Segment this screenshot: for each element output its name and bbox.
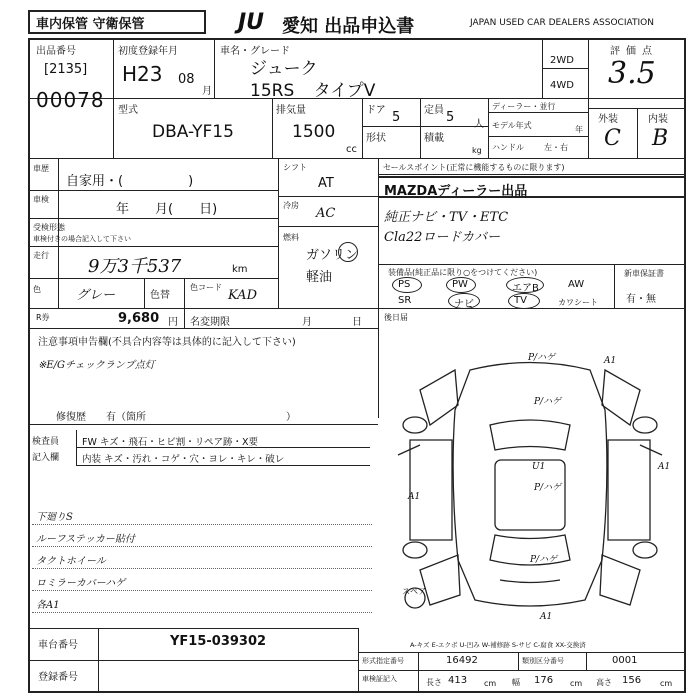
storage-stamp-text: 車内保管 守衛保管 <box>36 17 145 32</box>
equip-tv: TV <box>514 295 527 306</box>
shape-label: 形状 <box>366 133 386 144</box>
interior-grade: B <box>652 126 669 151</box>
equip-pw: PW <box>452 279 468 290</box>
exterior-grade: C <box>604 126 621 151</box>
first-reg-month-unit: 月 <box>202 86 212 97</box>
first-reg-month: 08 <box>178 72 195 87</box>
color-change-label: 色替 <box>150 290 170 301</box>
gasoline-circle <box>338 242 358 262</box>
tax-label: R券 <box>36 313 50 322</box>
form-title: 愛知 出品申込書 <box>282 16 415 37</box>
mileage-label: 走行 <box>33 251 49 260</box>
handle-value: 左・右 <box>544 143 568 152</box>
sales-label: セールスポイント(正常に機能するものに限ります) <box>383 163 565 172</box>
door-value: 5 <box>392 110 401 125</box>
receipt-label: 受検形態 <box>33 223 65 232</box>
receipt-note: 車検付きの場合記入して下さい <box>33 235 131 243</box>
interior-label: 内装 <box>648 114 668 125</box>
damage-label-3: P/ハゲ <box>534 397 562 407</box>
association-name: JAPAN USED CAR DEALERS ASSOCIATION <box>470 18 654 28</box>
color-label: 色 <box>33 285 41 294</box>
checker-interior-row: 内装 キズ・汚れ・コゲ・穴・ヨレ・キレ・破レ <box>82 454 285 465</box>
drive-4wd: 4WD <box>550 80 574 91</box>
handle-label: ハンドル <box>492 143 524 152</box>
remark-2: ルーフステッカー貼付 <box>36 534 135 545</box>
repair-history-close: ） <box>286 412 296 423</box>
color-code-value: KAD <box>228 288 257 303</box>
tax-value: 9,680 <box>118 311 160 326</box>
color-value: グレー <box>76 288 116 303</box>
score-label: 評価点 <box>610 46 658 57</box>
displacement-value: 1500 <box>292 122 336 142</box>
sales-line-1: MAZDAディーラー出品 <box>384 184 528 199</box>
shift-value: AT <box>318 176 334 191</box>
type-value: DBA-YF15 <box>152 122 234 142</box>
lot-number: 00078 <box>36 88 105 112</box>
displacement-label: 排気量 <box>276 105 306 116</box>
guarantee-label: 新車保証書 <box>624 269 664 278</box>
chassis-label: 車台番号 <box>38 640 78 651</box>
height-unit: cm <box>660 679 673 688</box>
load-label: 積載 <box>424 133 444 144</box>
tax-unit: 円 <box>168 317 178 328</box>
checker-fw-row: FW キズ・飛石・ヒビ割・リペア跡・X要 <box>82 437 259 448</box>
equip-leather: カワシート <box>558 298 598 307</box>
fuel-diesel: 軽油 <box>306 270 333 285</box>
deadline-month-unit: 月 <box>302 317 312 328</box>
lot-subnumber: [2135] <box>44 62 88 77</box>
displacement-unit: cc <box>346 144 357 155</box>
chassis-number: YF15-039302 <box>170 634 267 649</box>
type-code-value: 16492 <box>446 655 478 666</box>
capacity-value: 5 <box>446 110 455 125</box>
door-label: ドア <box>366 105 386 116</box>
height-value: 156 <box>622 675 642 686</box>
damage-label-6: A1 <box>658 462 671 472</box>
damage-label-7: A1 <box>408 492 421 502</box>
model-year-unit: 年 <box>575 125 583 134</box>
deadline-day-unit: 日 <box>352 317 362 328</box>
length-label: 長さ <box>426 678 442 687</box>
equip-airbag: エアB <box>512 283 539 294</box>
equipment-label: 装備品(純正品に限り○をつけてください) <box>388 268 538 277</box>
exterior-label: 外装 <box>598 114 618 125</box>
sales-line-2: 純正ナビ・TV・ETC <box>384 210 509 225</box>
load-unit: kg <box>472 146 482 155</box>
equip-sr: SR <box>398 295 412 306</box>
first-reg-era: H23 <box>122 62 163 86</box>
damage-label-5: P/ハゲ <box>534 483 562 493</box>
damage-label-9: A1 <box>540 612 553 622</box>
equip-aw: AW <box>568 279 585 290</box>
aircon-value: AC <box>316 206 336 221</box>
type-code-label: 形式指定番号 <box>362 657 404 665</box>
dealer-label: ディーラー・並行 <box>492 102 556 111</box>
inspection-value: 年 月( 日) <box>116 202 218 217</box>
notes-label: 注意事項申告欄(不具合内容等は具体的に記入して下さい) <box>38 337 296 348</box>
name-change-deadline-label: 名変期限 <box>190 317 230 328</box>
repair-history: 修復歴 有（箇所 <box>56 412 146 423</box>
history-value: 自家用・( ) <box>66 174 194 189</box>
car-damage-diagram <box>380 330 680 620</box>
length-unit: cm <box>484 679 497 688</box>
shift-label: シフト <box>283 163 307 172</box>
guarantee-value: 有・無 <box>626 294 656 305</box>
capacity-label: 定員 <box>424 105 444 116</box>
sales-line-3: Cla22ロードカバー <box>384 230 501 245</box>
plate-label: 登録番号 <box>38 672 78 683</box>
model-label: 車名・グレード <box>220 46 290 57</box>
association-logo: JU <box>238 10 265 35</box>
dims-reference: 車検証記入 <box>362 675 397 683</box>
damage-label-1: P/ハゲ <box>528 353 556 363</box>
inspection-label: 車検 <box>33 195 49 204</box>
lot-label: 出品番号 <box>36 46 76 57</box>
length-value: 413 <box>448 675 468 686</box>
category-code-value: 0001 <box>612 655 638 666</box>
drive-2wd: 2WD <box>550 55 574 66</box>
width-label: 幅 <box>512 678 520 687</box>
width-value: 176 <box>534 675 554 686</box>
checker-label: 検査員 <box>32 437 60 447</box>
damage-label-2: A1 <box>604 356 617 366</box>
after-delivery-label: 後日届 <box>384 313 408 322</box>
model-grade: 15RS タイプV <box>250 81 376 101</box>
mileage-unit: km <box>232 264 248 275</box>
equip-navi: ナビ <box>454 299 474 310</box>
equip-ps: PS <box>398 279 411 290</box>
remark-3: タクトホイール <box>36 556 106 567</box>
first-reg-label: 初度登録年月 <box>118 46 178 57</box>
notes-text: ※E/Gチェックランプ点灯 <box>38 360 155 371</box>
remark-4: ロミラーカバーハゲ <box>36 578 126 589</box>
capacity-unit: 人 <box>474 119 484 130</box>
height-label: 高さ <box>596 678 612 687</box>
fuel-label: 燃料 <box>283 233 299 242</box>
remark-1: 下廻りS <box>36 512 73 523</box>
spare-tire-label: スペア <box>402 587 426 596</box>
fuel-gasoline: ガソリン <box>306 248 359 263</box>
model-year-label: モデル年式 <box>492 121 532 130</box>
score-value: 3.5 <box>608 56 656 91</box>
remark-5: 各A1 <box>36 600 60 611</box>
category-code-label: 類別区分番号 <box>522 657 564 665</box>
damage-legend: A-キズ E-エクボ U-凹み W-補修跡 S-サビ C-腐食 XX-交換済 <box>410 641 586 649</box>
checker-entry-label: 記入欄 <box>32 453 60 463</box>
mileage-value: 9万3千537 <box>88 256 182 277</box>
history-label: 車歴 <box>33 164 49 173</box>
aircon-label: 冷房 <box>283 201 299 210</box>
damage-label-4: U1 <box>532 462 546 472</box>
damage-label-8: P/ハゲ <box>530 555 558 565</box>
type-label: 型式 <box>118 105 138 116</box>
width-unit: cm <box>570 679 583 688</box>
model-name: ジューク <box>250 59 318 79</box>
color-code-label: 色コード <box>190 283 222 292</box>
